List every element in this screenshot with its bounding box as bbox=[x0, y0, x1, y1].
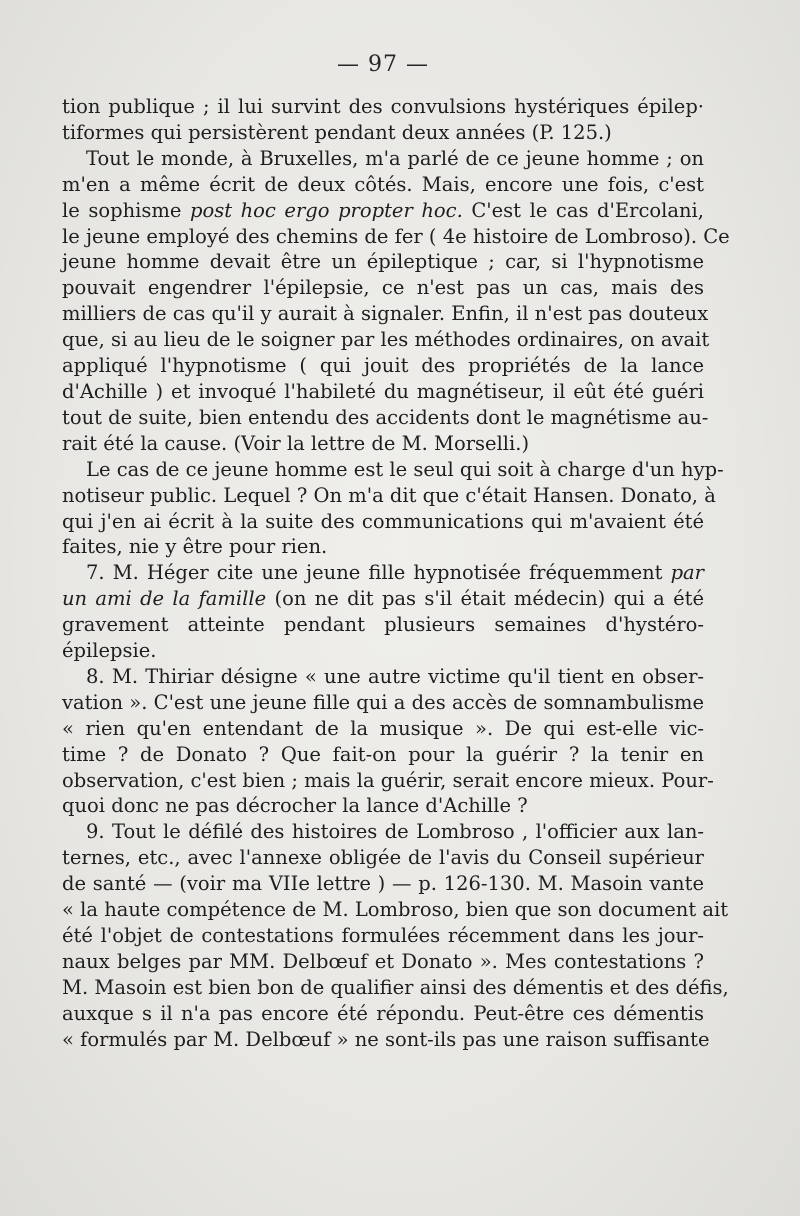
text-line: qui j'en ai écrit à la suite des communications qui m'avaient été bbox=[62, 509, 704, 533]
text-line: Tout le monde, à Bruxelles, m'a parlé de ce jeune homme ; on bbox=[86, 146, 704, 170]
text-line bbox=[62, 198, 704, 224]
text-line: observation, c'est bien ; mais la guérir, serait encore mieux. Pour- bbox=[62, 768, 714, 792]
text-line: 8. M. Thiriar désigne « une autre victime qu'il tient en obser- bbox=[86, 664, 704, 688]
text-line bbox=[62, 586, 704, 612]
text-line: vation ». C'est une jeune fille qui a des accès de somnambulisme bbox=[62, 690, 704, 714]
text-line: ternes, etc., avec l'annexe obligée de l'avis du Conseil supérieur bbox=[62, 846, 704, 870]
italic-segment: par bbox=[670, 561, 704, 585]
page-number: — 97 — bbox=[337, 52, 429, 77]
text-line: été l'objet de contestations formulées récemment dans les jour- bbox=[62, 924, 704, 947]
text-line: jeune homme devait être un épileptique ; car, si l'hypnotisme bbox=[62, 250, 704, 274]
text-line: pouvait engendrer l'épilepsie, ce n'est pas un cas, mais des bbox=[62, 276, 704, 300]
body-text bbox=[62, 94, 730, 1053]
text-line: tiformes qui persistèrent pendant deux années (P. 125.) bbox=[62, 120, 612, 144]
text-line: appliqué l'hypnotisme ( qui jouit des propriétés de la lance bbox=[62, 354, 704, 378]
italic-segment: un ami de la famille bbox=[62, 587, 267, 611]
text-segment: le sophisme bbox=[62, 198, 190, 222]
text-line: « la haute compétence de M. Lombroso, bien que son document ait bbox=[62, 898, 729, 922]
text-line bbox=[62, 560, 704, 586]
text-line: gravement atteinte pendant plusieurs semaines d'hystéro- bbox=[62, 613, 704, 637]
text-line: de santé — (voir ma VIIe lettre ) — p. 126-130. M. Masoin vante bbox=[62, 872, 704, 896]
text-segment: (on ne dit pas s'il était médecin) qui a été bbox=[266, 587, 705, 611]
text-line: rait été la cause. (Voir la lettre de M. Morselli.) bbox=[62, 431, 530, 455]
text-line: d'Achille ) et invoqué l'habileté du magnétiseur, il eût été guéri bbox=[62, 379, 704, 403]
italic-segment: post hoc ergo propter hoc. bbox=[189, 198, 463, 222]
text-line: épilepsie. bbox=[62, 639, 157, 663]
text-line: « formulés par M. Delbœuf » ne sont-ils pas une raison suffisante bbox=[62, 1027, 710, 1051]
text-line: 9. Tout le défilé des histoires de Lombroso , l'officier aux lan- bbox=[86, 820, 704, 844]
text-line: milliers de cas qu'il y aurait à signaler. Enfin, il n'est pas douteux bbox=[62, 302, 709, 326]
text-line: M. Masoin est bien bon de qualifier ainsi des démentis et des défis, bbox=[62, 975, 729, 999]
text-line: Le cas de ce jeune homme est le seul qui soit à charge d'un hyp- bbox=[86, 457, 724, 481]
text-line: tion publique ; il lui survint des convulsions hystériques épilep· bbox=[62, 95, 704, 118]
text-line: notiseur public. Lequel ? On m'a dit que c'était Hansen. Donato, à bbox=[62, 483, 716, 507]
text-line: auxque s il n'a pas encore été répondu. Peut-être ces démentis bbox=[62, 1001, 704, 1025]
text-line: time ? de Donato ? Que fait-on pour la guérir ? la tenir en bbox=[62, 742, 704, 766]
text-line: faites, nie y être pour rien. bbox=[62, 535, 328, 559]
text-line: tout de suite, bien entendu des accidents dont le magnétisme au- bbox=[62, 405, 709, 429]
text-line: « rien qu'en entendant de la musique ». De qui est-elle vic- bbox=[62, 716, 704, 740]
text-line: le jeune employé des chemins de fer ( 4e histoire de Lombroso). Ce bbox=[62, 224, 730, 248]
text-line: quoi donc ne pas décrocher la lance d'Achille ? bbox=[62, 794, 528, 818]
text-segment: C'est le cas d'Ercolani, bbox=[462, 198, 704, 222]
text-line: que, si au lieu de le soigner par les méthodes ordinaires, on avait bbox=[62, 328, 710, 352]
text-segment: 7. M. Héger cite une jeune fille hypnotisée fréquemment bbox=[86, 561, 671, 585]
text-line: naux belges par MM. Delbœuf et Donato ». Mes contestations ? bbox=[62, 949, 704, 973]
text-line: m'en a même écrit de deux côtés. Mais, encore une fois, c'est bbox=[62, 172, 704, 196]
